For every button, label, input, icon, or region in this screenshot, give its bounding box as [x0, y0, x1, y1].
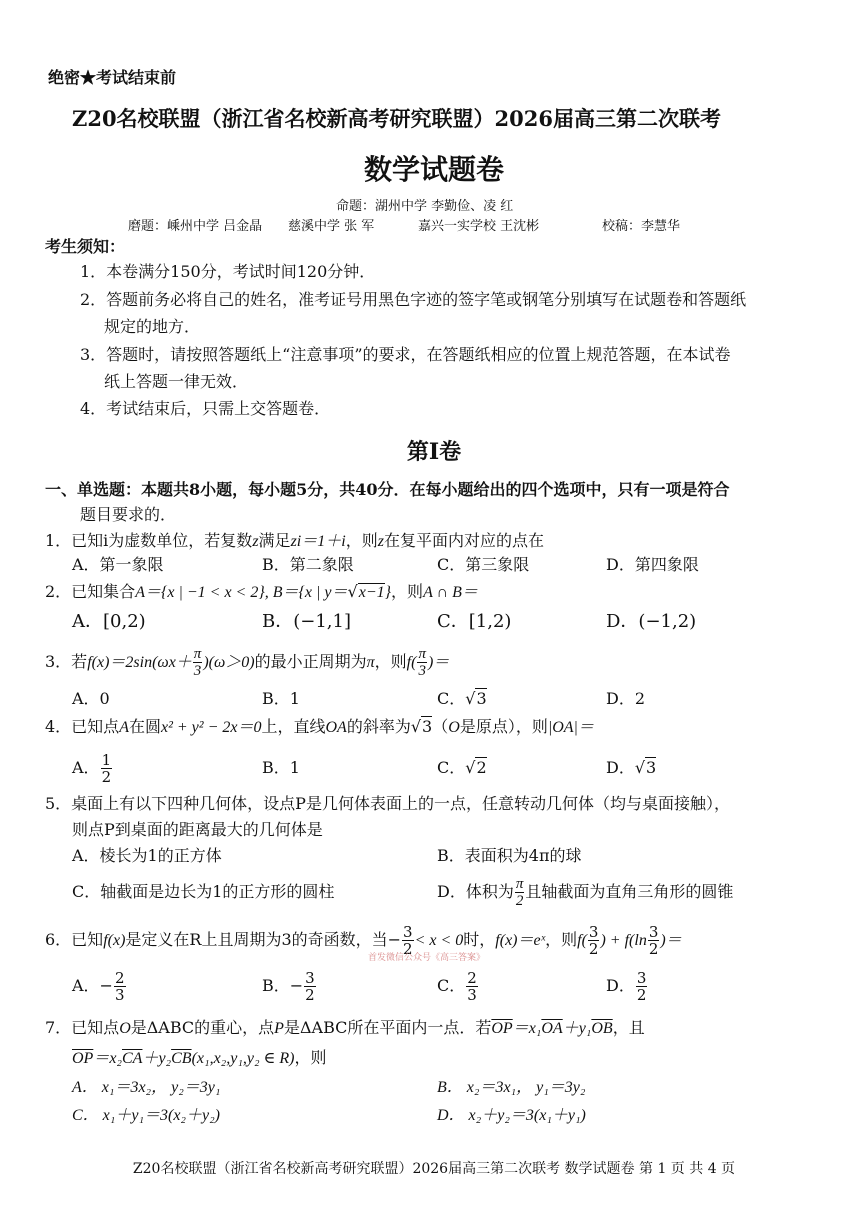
- authors-line-2c: 嘉兴一实学校 王沈彬: [418, 219, 540, 234]
- q4-option-d: D．√3: [606, 758, 657, 777]
- instruction-2: 2．答题前务必将自己的姓名，准考证号用黑色字迹的签字笔或钢笔分别填写在试题卷和答题纸: [80, 290, 747, 309]
- q3-option-a: A．0: [72, 689, 110, 708]
- question-1-stem: 1．已知i为虚数单位，若复数z满足zi＝1＋i，则z在复平面内对应的点在: [45, 531, 544, 550]
- instruction-1: 1．本卷满分150分，考试时间120分钟．: [80, 262, 376, 281]
- q2-option-a: A．[0,2): [72, 611, 146, 632]
- q5-option-b: B．表面积为4π的球: [437, 846, 582, 865]
- q6-option-c: C． $\frac{2}{3}$: [437, 969, 477, 1004]
- question-6-stem: 6．已知f(x)是定义在R上且周期为3的奇函数，当− $\frac{3}{2}$ < x < 0时，f(x)＝eˣ，则f( $\frac{3}{2}$ ) + f(ln $\frac{3}{2}$ )＝: [45, 923, 682, 958]
- q6-option-d: D． $\frac{3}{2}$: [606, 969, 647, 1004]
- page-title: 数学试题卷: [363, 153, 504, 186]
- authors-line-2b: 慈溪中学 张 军: [288, 219, 375, 234]
- authors-line-1: 命题：湖州中学 李勤俭、凌 红: [336, 199, 514, 214]
- q6-option-a: A．− $\frac{2}{3}$: [72, 969, 125, 1004]
- question-3-stem: 3．若f(x)＝2sin(ωx＋ $\frac{\pi}{3}$ )(ω＞0)的最小正周期为π，则f( $\frac{\pi}{3}$ )＝: [45, 646, 450, 679]
- q3-option-d: D．2: [606, 689, 646, 708]
- part-title: 第Ⅰ卷: [406, 439, 462, 465]
- question-7-stem: 7．已知点O是ΔABC的重心，点P是ΔABC所在平面内一点．若$\overline{OP}=x_1\overline{OA}+y_1\overline{OB}$，且: [45, 1018, 645, 1037]
- q5-option-d: D．体积为 $\frac{\pi}{2}$ 且轴截面为直角三角形的圆锥: [437, 876, 734, 909]
- secret-label: 绝密★考试结束前: [48, 68, 177, 87]
- q1-option-d: D．第四象限: [606, 555, 699, 574]
- instruction-4: 4．考试结束后，只需上交答题卷．: [80, 399, 331, 418]
- instruction-3: 3．答题时，请按照答题纸上“注意事项”的要求，在答题纸相应的位置上规范答题，在本试卷: [80, 345, 731, 364]
- q6-option-b: B．− $\frac{3}{2}$: [262, 969, 315, 1004]
- instruction-3-cont: 纸上答题一律无效．: [104, 372, 249, 391]
- section-heading-cont: 题目要求的．: [80, 505, 177, 524]
- question-5-stem: 5．桌面上有以下四种几何体，设点P是几何体表面上的一点，任意转动几何体（均与桌面接触），: [45, 794, 730, 813]
- q7-option-c: C． x₁＋y₁＝3(x₂＋y₂): [72, 1107, 220, 1124]
- q4-option-c: C．√2: [437, 758, 487, 777]
- question-2-stem: 2．已知集合A＝{x | −1 < x < 2}, B＝{x | y＝√x−1}，则A ∩ B＝: [45, 582, 478, 601]
- q1-option-a: A．第一象限: [72, 555, 164, 574]
- q2-option-c: C．[1,2): [437, 611, 512, 632]
- q7-option-b: B． x₂＝3x₁， y₁＝3y₂: [437, 1079, 586, 1096]
- instructions-heading: 考生须知：: [45, 237, 126, 256]
- q1-option-c: C．第三象限: [437, 555, 530, 574]
- watermark: 首发微信公众号《高三答案》: [368, 953, 486, 963]
- q1-option-b: B．第二象限: [262, 555, 354, 574]
- q5-option-c: C．轴截面是边长为1的正方形的圆柱: [72, 882, 335, 901]
- authors-line-2d: 校稿：李慧华: [602, 219, 681, 234]
- section-heading: 一、单选题：本题共8小题，每小题5分，共40分．在每小题给出的四个选项中，只有一项是符合: [45, 480, 730, 499]
- q2-option-b: B．(−1,1]: [262, 611, 351, 632]
- question-7-stem-cont: $\overline{OP}=x_2\overline{CA}+y_2\overline{CB}(x_1,x_2,y_1,y_2$ ∈ R)，则: [72, 1048, 327, 1067]
- q7-option-a: A． x₁＝3x₂， y₂＝3y₁: [72, 1079, 221, 1096]
- question-5-stem-cont: 则点P到桌面的距离最大的几何体是: [72, 820, 323, 839]
- q4-option-b: B．1: [262, 758, 300, 777]
- exam-title: Z20名校联盟（浙江省名校新高考研究联盟）2026届高三第二次联考: [72, 106, 721, 131]
- instruction-2-cont: 规定的地方．: [104, 317, 201, 336]
- q2-option-d: D．(−1,2): [606, 611, 697, 632]
- q5-option-a: A．棱长为1的正方体: [72, 846, 222, 865]
- authors-line-2a: 磨题：嵊州中学 吕金晶: [128, 219, 263, 234]
- q4-option-a: A． $\frac{1}{2}$: [72, 751, 112, 786]
- q7-option-d: D． x₂＋y₂＝3(x₁＋y₁): [437, 1107, 586, 1124]
- page-footer: Z20名校联盟（浙江省名校新高考研究联盟）2026届高三第二次联考 数学试题卷 第 1 页 共 4 页: [132, 1161, 736, 1177]
- q3-option-b: B．1: [262, 689, 300, 708]
- question-4-stem: 4．已知点A在圆x² + y² − 2x＝0上，直线OA的斜率为√3（O是原点），则|OA|＝: [45, 717, 594, 736]
- q3-option-c: C．√3: [437, 689, 487, 708]
